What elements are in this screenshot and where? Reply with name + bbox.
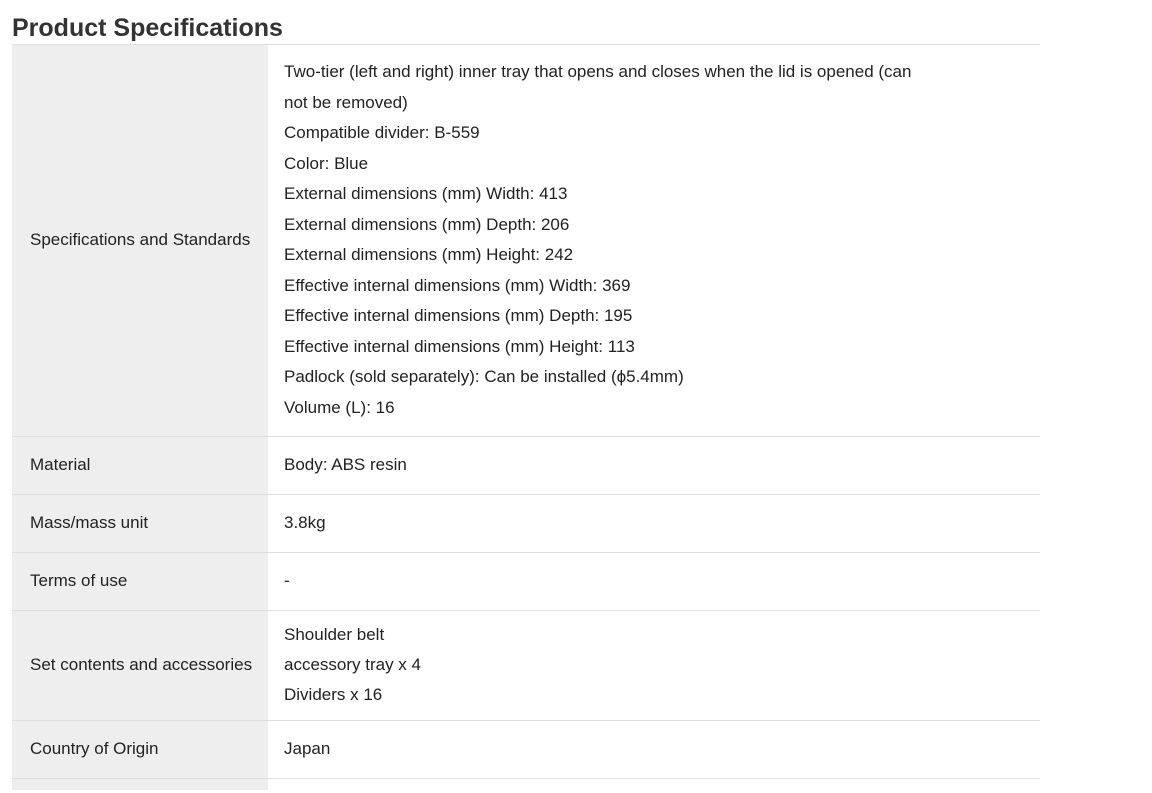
spec-value bbox=[268, 720, 1040, 778]
spec-value-line: External dimensions (mm) Depth: 206 bbox=[284, 214, 570, 234]
spec-value-line: Dividers x 16 bbox=[284, 685, 383, 704]
spec-label: Country of Origin bbox=[12, 720, 268, 778]
spec-value-line: External dimensions (mm) Height: 242 bbox=[284, 245, 574, 265]
spec-value-line: - bbox=[284, 571, 290, 590]
spec-value-line: Padlock (sold separately): Can be installed (ϕ5.4mm) bbox=[284, 367, 684, 387]
spec-value-line: Compatible divider: B-559 bbox=[284, 123, 480, 143]
spec-table bbox=[12, 45, 1040, 790]
spec-label: Mass/mass unit bbox=[12, 494, 268, 552]
section-title: Product Specifications bbox=[12, 0, 1040, 45]
spec-label: Specifications and Standards bbox=[12, 45, 268, 436]
spec-value-empty bbox=[268, 778, 1040, 790]
spec-value-line: Volume (L): 16 bbox=[284, 397, 395, 417]
spec-label-empty bbox=[12, 778, 268, 790]
spec-value-line: Effective internal dimensions (mm) Width: 369 bbox=[284, 275, 631, 295]
spec-row-partial bbox=[12, 778, 1040, 790]
spec-row-mass bbox=[12, 494, 1040, 552]
spec-row-specifications bbox=[12, 45, 1040, 436]
spec-value-line: External dimensions (mm) Width: 413 bbox=[284, 184, 568, 204]
spec-value-line: Effective internal dimensions (mm) Depth: 195 bbox=[284, 306, 633, 326]
spec-value bbox=[268, 552, 1040, 610]
spec-value-line: Body: ABS resin bbox=[284, 455, 407, 474]
spec-value bbox=[268, 610, 1040, 720]
spec-value-line: accessory tray x 4 bbox=[284, 655, 421, 674]
spec-value-line: not be removed) bbox=[284, 92, 408, 112]
spec-value-line: Japan bbox=[284, 739, 331, 758]
product-specifications-section bbox=[12, 0, 1040, 790]
spec-value-line: Shoulder belt bbox=[284, 625, 385, 644]
spec-label: Terms of use bbox=[12, 552, 268, 610]
spec-value-line: Color: Blue bbox=[284, 153, 369, 173]
spec-value-line: Two-tier (left and right) inner tray that opens and closes when the lid is opened (can bbox=[284, 62, 912, 82]
spec-value bbox=[268, 436, 1040, 494]
spec-row-set-contents bbox=[12, 610, 1040, 720]
spec-row-terms-of-use bbox=[12, 552, 1040, 610]
spec-row-material bbox=[12, 436, 1040, 494]
spec-value-line: Effective internal dimensions (mm) Height: 113 bbox=[284, 336, 635, 356]
spec-value-line: 3.8kg bbox=[284, 513, 326, 532]
spec-label: Set contents and accessories bbox=[12, 610, 268, 720]
spec-label: Material bbox=[12, 436, 268, 494]
spec-value bbox=[268, 45, 1040, 436]
spec-value bbox=[268, 494, 1040, 552]
spec-row-country-of-origin bbox=[12, 720, 1040, 778]
